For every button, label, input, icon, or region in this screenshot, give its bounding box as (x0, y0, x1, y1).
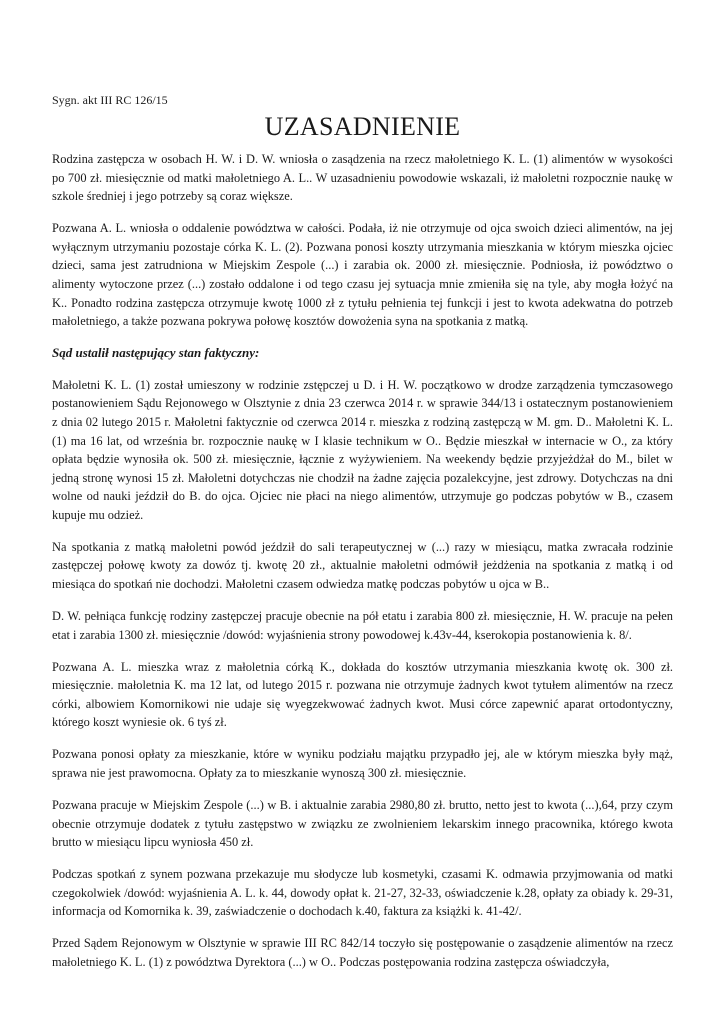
paragraph-claim: Rodzina zastępcza w osobach H. W. i D. W. wniosła o zasądzenia na rzecz małoletniego K. L. (1) alimentów w wysokości po 700 zł. miesięcznie od matki małoletniego A. L.. W uzasadnieniu powodowie wskazali, iż małoletni rozpocznie naukę w szkole średniej i jego potrzeby są coraz większe. (52, 152, 673, 204)
paragraph-fact: Pozwana ponosi opłaty za mieszkanie, które w wyniku podziału majątku przypadło jej, ale w którym mieszka były mąż, sprawa nie jest prawomocna. Opłaty za to mieszkanie wynoszą 300 zł. miesięcznie. (52, 747, 673, 780)
paragraph-defense: Pozwana A. L. wniosła o oddalenie powództwa w całości. Podała, iż nie otrzymuje od ojca swoich dzieci alimentów, na jej wyłącznym utrzymaniu pozostaje córka K. L. (2). Pozwana ponosi koszty utrzymania mieszkania w którym mieszka ojciec dzieci, sama jest zatrudniona w Miejskim Zespole (...) i zarabia ok. 2000 zł. miesięcznie. Podniosła, iż powództwo o alimenty wytoczone przez (...) zostało oddalone i od tego czasu jej sytuacja mnie zmieniła się na tyle, aby mogła łożyć na K.. Ponadto rodzina zastępcza otrzymuje kwotę 1000 zł z tytułu pełnienia tej funkcji i jest to kwota adekwatna do potrzeb małoletniego, a także pozwana pokrywa połowę kosztów dowożenia syna na spotkania z matką. (52, 221, 673, 329)
document-body (52, 150, 673, 985)
paragraph-fact: Małoletni K. L. (1) został umieszony w rodzinie zstępczej u D. i H. W. początkowo w drodze zarządzenia tymczasowego postanowieniem Sądu Rejonowego w Olsztynie z dnia 23 czerwca 2014 r. w sprawie 344/13 i ostatecznym postanowieniem z dnia 02 lutego 2015 r. Małoletni faktycznie od czerwca 2014 r. mieszka z rodziną zastępczą w M. gm. D.. Małoletni K. L. (1) ma 16 lat, od września br. rozpocznie naukę w I klasie technikum w O.. Będzie mieszkał w internacie w O., za który opłata będzie wynosiła ok. 500 zł. miesięcznie, łącznie z wyżywieniem. Na weekendy będzie przyjeżdżał do M., bilet w jedną stronę wynosi 15 zł. Małoletni dotychczas nie chodził na żadne zajęcia pozalekcyjne, jest zdrowy. Dotychczas na dni wolne od nauki jeździł do B. do ojca. Ojciec nie płaci na niego alimentów, utrzymuje go podczas pobytów w B., czasem kupuje mu odzież. (52, 377, 673, 522)
paragraph-fact: Pozwana A. L. mieszka wraz z małoletnia córką K., dokłada do kosztów utrzymania mieszkania kwotę ok. 300 zł. miesięcznie. małoletnia K. ma 12 lat, od lutego 2015 r. pozwana nie otrzymuje żadnych kwot tytułem alimentów na rzecz córki, albowiem Komornikowi nie udaje się wyegzekwować żadnych kwot. Musi córce zapewnić aparat ortodontyczny, którego koszt wyniesie ok. 6 tyś zł. (52, 659, 673, 730)
paragraph-fact: D. W. pełniąca funkcję rodziny zastępczej pracuje obecnie na pół etatu i zarabia 800 zł. miesięcznie, H. W. pracuje na pełen etat i zarabia 1300 zł. miesięcznie /dowód: wyjaśnienia strony powodowej k.43v-44, kserokopia postanowienia k. 8/. (52, 609, 673, 642)
paragraph-fact: Przed Sądem Rejonowym w Olsztynie w sprawie III RC 842/14 toczyło się postępowanie o zasądzenie alimentów na rzecz małoletniego K. L. (1) z powództwa Dyrektora (...) w O.. Podczas postępowania rodzina zastępcza oświadczyła, (52, 936, 673, 969)
case-signature: Sygn. akt III RC 126/15 (52, 93, 168, 107)
section-heading: Sąd ustalił następujący stan faktyczny: (52, 345, 260, 361)
paragraph-fact: Podczas spotkań z synem pozwana przekazuje mu słodycze lub kosmetyki, czasami K. odmawia przyjmowania od matki czegokolwiek /dowód: wyjaśnienia A. L. k. 44, dowody opłat k. 21-27, 32-33, oświadczenie k.28, opłaty za obiady k. 29-31, informacja od Komornika k. 39, zaświadczenie o dochodach k.40, faktura za książki k. 41-42/. (52, 867, 673, 919)
page-title: UZASADNIENIE (264, 112, 461, 141)
paragraph-fact: Pozwana pracuje w Miejskim Zespole (...) w B. i aktualnie zarabia 2980,80 zł. brutto, netto jest to kwota (...),64, przy czym obecnie otrzymuje dodatek z tytułu zastępstwo w związku ze zwolnieniem lekarskim innego pracownika, którego kwota brutto w miesiącu lipcu wyniosła 450 zł. (52, 797, 673, 850)
paragraph-fact: Na spotkania z matką małoletni powód jeździł do sali terapeutycznej w (...) razy w miesiącu, matka zwracała rodzinie zastępczej połowę kwoty za dowóz tj. kwotę 20 zł., aktualnie małoletni odmówił jeżdżenia na spotkania z matką i od miesiąca do spotkań nie dochodzi. Małoletni czasem odwiedza matkę podczas pobytów u ojca w B.. (52, 539, 673, 592)
